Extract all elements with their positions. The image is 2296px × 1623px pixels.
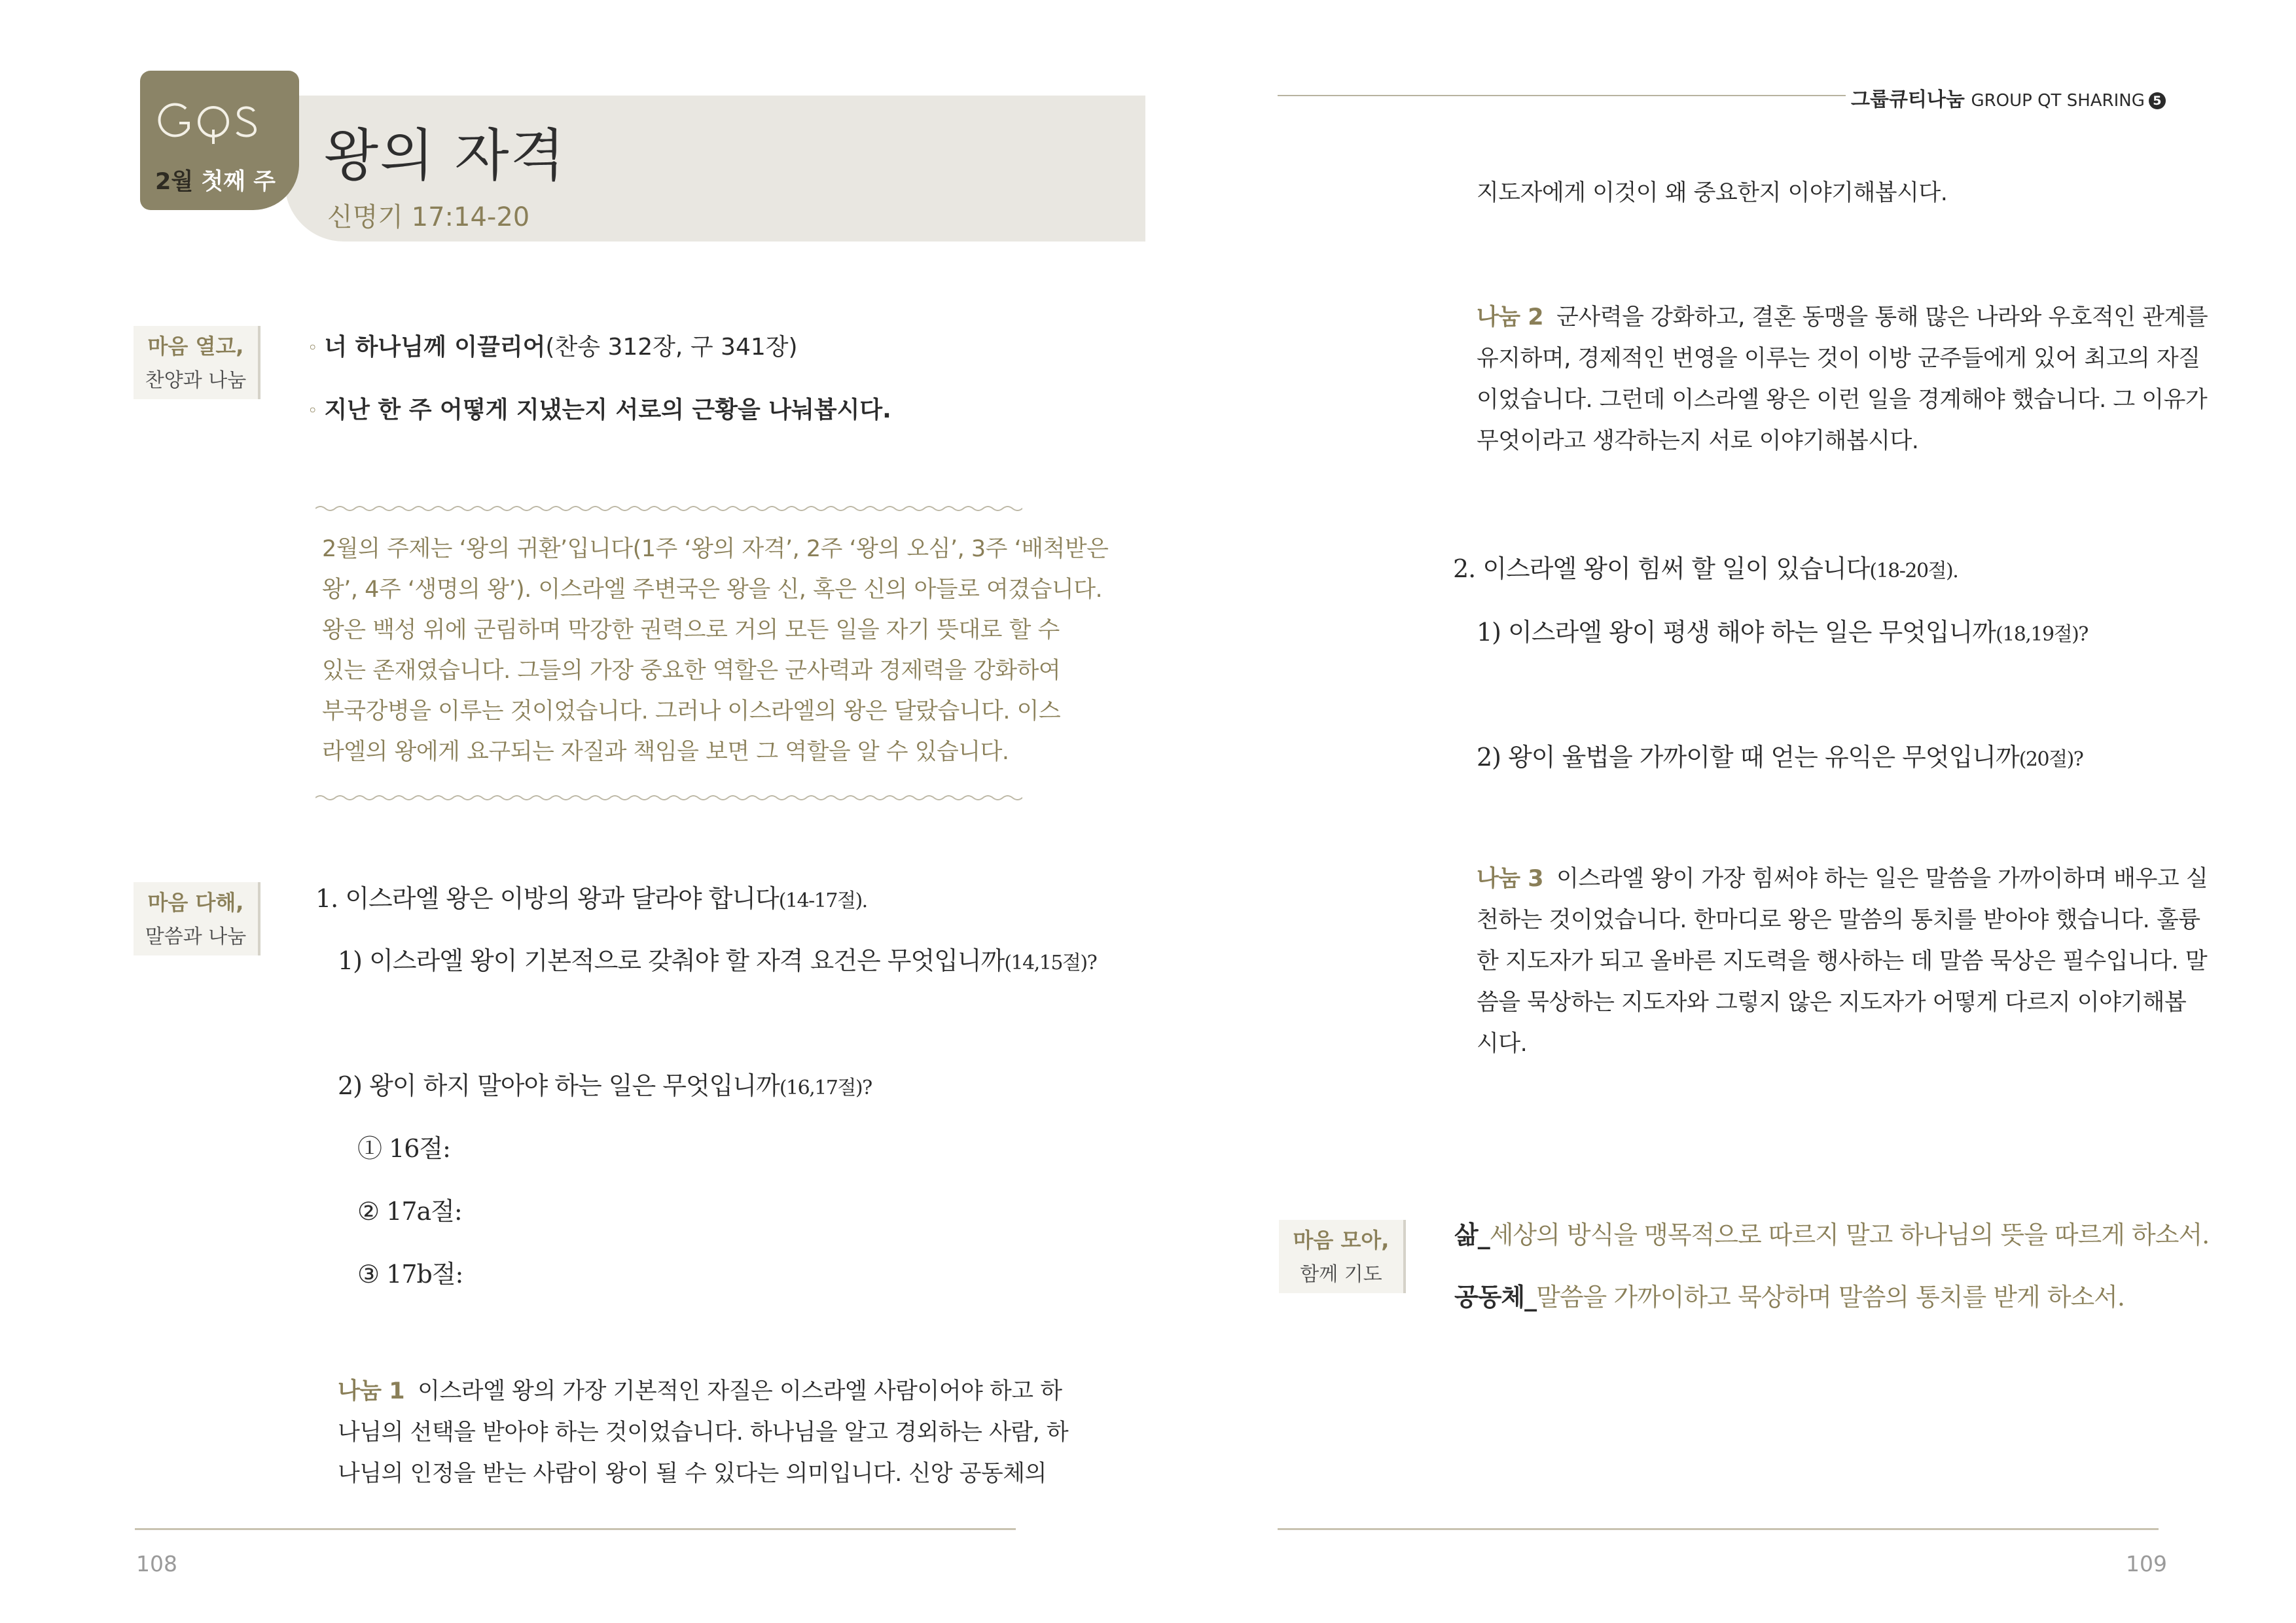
section-label-whole-heart: 마음 다해, 말씀과 나눔 (134, 882, 260, 955)
running-head: 그룹큐티나눔 GROUP QT SHARING 5 (1851, 83, 2166, 112)
wavy-divider-top (315, 504, 1022, 513)
wavy-divider-bottom (315, 793, 1022, 802)
commentary-line: 왕’, 4주 ‘생명의 왕’). 이스라엘 주변국은 왕을 신, 혹은 신의 아들로 여겼습니다. (322, 577, 1103, 603)
question-1-2: 2) 왕이 하지 말아야 하는 일은 무엇입니까(16,17절)? (338, 1071, 872, 1100)
page-number-right: 109 (2126, 1551, 2167, 1577)
continuation-line: 지도자에게 이것이 왜 중요한지 이야기해봅시다. (1477, 180, 1948, 206)
week-label: 2월 첫째 주 (155, 169, 276, 195)
prayer-community: 공동체_말씀을 가까이하고 묵상하며 말씀의 통치를 받게 하소서. (1454, 1283, 2125, 1311)
header-rule (1278, 95, 1846, 96)
commentary-box (322, 529, 1109, 772)
section-label-open-heart: 마음 열고, 찬양과 나눔 (134, 326, 260, 399)
sharing-2: 나눔 2 군사력을 강화하고, 결혼 동맹을 통해 많은 나라와 우호적인 관계를 유지하며, 경제적인 번영을 이루는 것이 이방 군주들에게 있어 최고의 자질 이었습니다. 그런데 이스라엘 왕은 이런 일을 경계해야 했습니다. 그 이유가 무엇이라고 생각하는지 서로 이야기해봅시다. (1477, 304, 2208, 454)
question-2-2: 2) 왕이 율법을 가까이할 때 얻는 유익은 무엇입니까(20절)? (1477, 743, 2083, 772)
footer-rule-left (135, 1528, 1016, 1530)
commentary-line: 2월의 주제는 ‘왕의 귀환’입니다(1주 ‘왕의 자격’, 2주 ‘왕의 오심’, 3주 ‘배척받은 (322, 536, 1109, 562)
answer-item-17a: ② 17a절: (357, 1197, 462, 1226)
question-1-1: 1) 이스라엘 왕이 기본적으로 갖춰야 할 자격 요건은 무엇입니까(14,15절)? (338, 946, 1097, 975)
question-1: 1. 이스라엘 왕은 이방의 왕과 달라야 합니다(14-17절). (315, 884, 867, 913)
question-2: 2. 이스라엘 왕이 힘써 할 일이 있습니다(18-20절). (1453, 554, 1958, 583)
sharing-3: 나눔 3 이스라엘 왕이 가장 힘써야 하는 일은 말씀을 가까이하며 배우고 실 천하는 것이었습니다. 한마디로 왕은 말씀의 통치를 받아야 했습니다. 훌륭 한 지도자가 되고 올바른 지도력을 행사하는 데 말씀 묵상은 필수입니다. 말 씀을 묵상하는 지도자와 그렇지 않은 지도자가 어떻게 다르지 이야기해봅 시다. (1477, 866, 2208, 1057)
news-bullet: ◦ 지난 한 주 어떻게 지냈는지 서로의 근황을 나눠봅시다. (308, 397, 891, 423)
gqs-logo (157, 98, 268, 145)
bullet-icon: ◦ (308, 338, 318, 358)
section-label-prayer: 마음 모아, 함께 기도 (1279, 1220, 1406, 1293)
answer-item-16: ① 16절: (357, 1134, 450, 1163)
footer-rule-right (1278, 1528, 2159, 1530)
commentary-line: 부국강병을 이루는 것이었습니다. 그러나 이스라엘의 왕은 달랐습니다. 이스 (322, 698, 1061, 724)
prayer-life: 삶_세상의 방식을 맹목적으로 따르지 말고 하나님의 뜻을 따르게 하소서. (1454, 1221, 2210, 1249)
commentary-line: 라엘의 왕에게 요구되는 자질과 책임을 보면 그 역할을 알 수 있습니다. (322, 739, 1009, 765)
hymn-bullet: ◦ 너 하나님께 이끌리어(찬송 312장, 구 341장) (308, 334, 798, 361)
question-2-1: 1) 이스라엘 왕이 평생 해야 하는 일은 무엇입니까(18,19절)? (1477, 618, 2088, 647)
bullet-icon: ◦ (308, 401, 318, 421)
sharing-1: 나눔 1 이스라엘 왕의 가장 기본적인 자질은 이스라엘 사람이어야 하고 하 나님의 선택을 받아야 하는 것이었습니다. 하나님을 알고 경외하는 사람, 하 나님의 인정을 받는 사람이 왕이 될 수 있다는 의미입니다. 신앙 공동체의 (338, 1378, 1069, 1487)
chapter-number-icon: 5 (2149, 92, 2166, 109)
answer-item-17b: ③ 17b절: (357, 1260, 463, 1289)
commentary-line: 있는 존재였습니다. 그들의 가장 중요한 역할은 군사력과 경제력을 강화하여 (322, 658, 1061, 684)
commentary-line: 왕은 백성 위에 군림하며 막강한 권력으로 거의 모든 일을 자기 뜻대로 할 수 (322, 617, 1060, 643)
scripture-reference: 신명기 17:14-20 (327, 202, 530, 232)
page-title: 왕의 자격 (324, 123, 566, 188)
page-number-left: 108 (136, 1551, 177, 1577)
